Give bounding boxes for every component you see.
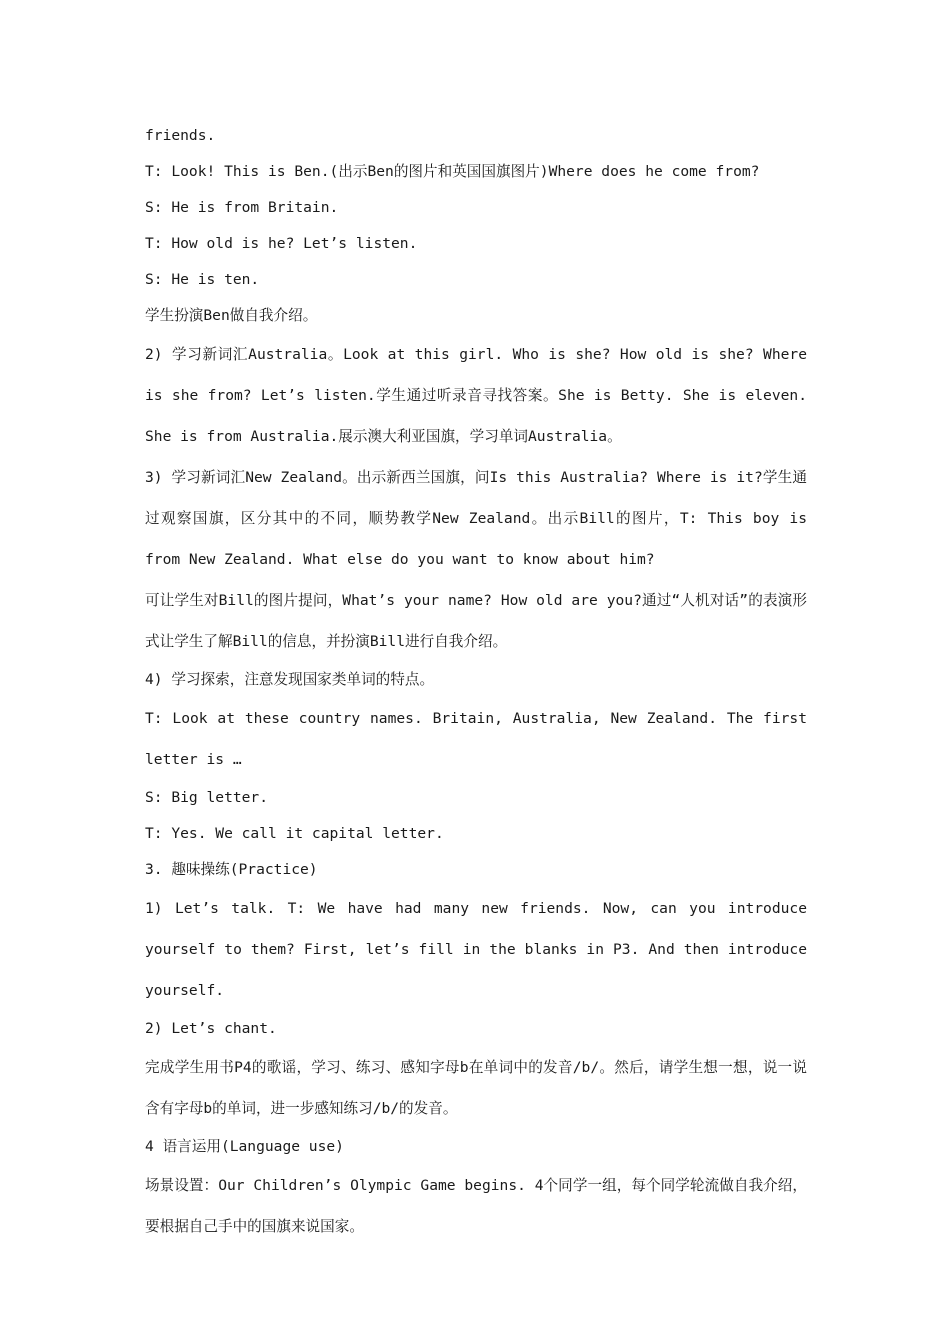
paragraph-bill: 可让学生对Bill的图片提问，What’s your name? How old are you?通过“人机对话”的表演形式让学生了解Bill的信息，并扮演Bill进行自我介绍。 — [145, 592, 807, 650]
paragraph-scenario: 场景设置：Our Children’s Olympic Game begins. 4个同学一组，每个同学轮流做自我介绍，要根据自己手中的国旗来说国家。 — [145, 1177, 807, 1235]
text-line: friends. — [145, 127, 216, 144]
paragraph-australia: 2) 学习新词汇Australia。Look at this girl. Who is she? How old is she? Where is she from? Let’s listen.学生通过听录音寻找答案。She is Betty. She is eleven. She is from Australia.展示澳大利亚国旗，学习单词Australia。 — [145, 346, 807, 445]
text-line: 2) Let’s chant. — [145, 1020, 277, 1037]
paragraph-chant: 完成学生用书P4的歌谣，学习、练习、感知字母b在单词中的发音/b/。然后，请学生想一想，说一说含有字母b的单词，进一步感知练习/b/的发音。 — [145, 1059, 807, 1117]
paragraph-explore: 4) 学习探索，注意发现国家类单词的特点。 — [145, 671, 435, 688]
text-line: S: He is ten. — [145, 271, 260, 288]
paragraph-lets-talk: 1) Let’s talk. T: We have had many new friends. Now, can you introduce yourself to them? First, let’s fill in the blanks in P3. And then introduce yourself. — [145, 900, 807, 999]
text-line: T: Look! This is Ben.(出示Ben的图片和英国国旗图片)Where does he come from? — [145, 163, 760, 180]
paragraph-new-zealand: 3) 学习新词汇New Zealand。出示新西兰国旗，问Is this Australia? Where is it?学生通过观察国旗，区分其中的不同，顺势教学New Zealand。出示Bill的图片，T: This boy is from New Zealand. What else do you want to know about him? — [145, 469, 807, 568]
document-body — [145, 118, 807, 1247]
text-line: 学生扮演Ben做自我介绍。 — [145, 307, 318, 324]
text-line: T: Yes. We call it capital letter. — [145, 825, 444, 842]
section-heading-language-use: 4 语言运用(Language use) — [145, 1138, 344, 1155]
paragraph-country-names: T: Look at these country names. Britain, Australia, New Zealand. The first letter is … — [145, 710, 807, 768]
text-line: T: How old is he? Let’s listen. — [145, 235, 418, 252]
section-heading-practice: 3. 趣味操练(Practice) — [145, 861, 318, 878]
text-line: S: Big letter. — [145, 789, 269, 806]
text-line: S: He is from Britain. — [145, 199, 339, 216]
